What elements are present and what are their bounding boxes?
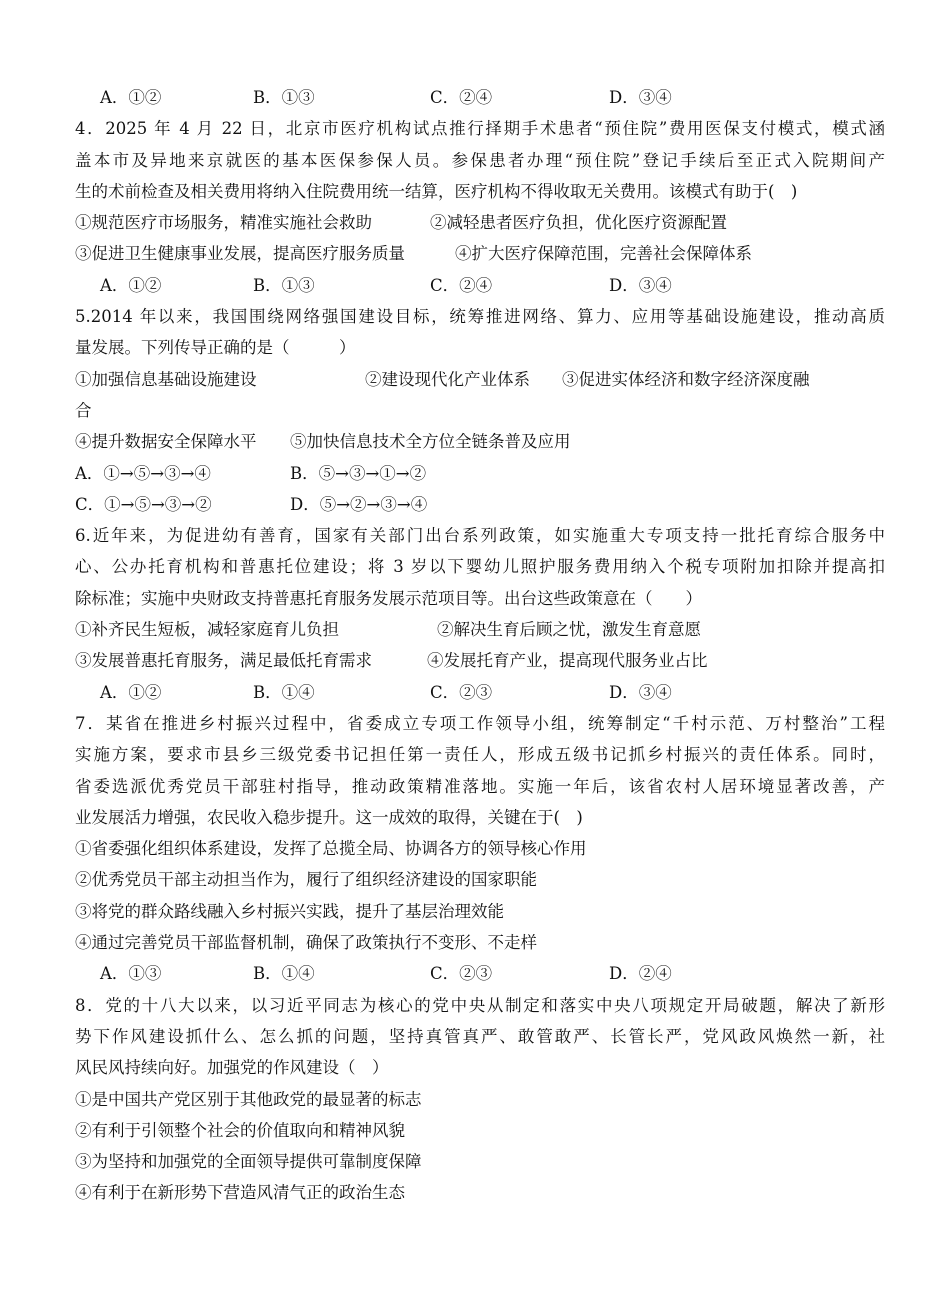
q3-option-d[interactable]: D．③④ [609,88,672,107]
q5-option-c[interactable]: C．①→⑤→③→② [75,494,212,514]
q8-item-2: ②有利于引领整个社会的价值取向和精神风貌 [75,1120,405,1140]
q3-option-c[interactable]: C．②④ [430,88,493,107]
q4-items-row [75,207,885,238]
q4-item-3: ③促进卫生健康事业发展，提高医疗服务质量 [75,244,405,264]
q5-option-a[interactable]: A．①→⑤→③→④ [75,463,211,483]
q5-items-row [75,364,885,395]
q4-items-row [75,238,885,269]
q4-item-1: ①规范医疗市场服务，精准实施社会救助 [75,213,372,233]
q3-option-a[interactable]: A．①② [100,88,162,107]
q4-options-row [75,270,885,301]
q6-option-c[interactable]: C．②③ [430,682,493,702]
q5-stem-line: 量发展。下列传导正确的是（ ） [75,338,356,358]
q5-stem-line: 5.2014 年以来，我国围绕网络强国建设目标，统筹推进网络、算力、应用等基础设施建设，推动高质 [75,307,885,327]
q6-stem-line: 除标准；实施中央财政支持普惠托育服务发展示范项目等。出台这些政策意在（ ） [75,588,702,608]
q6-stem-line: 心、公办托育机构和普惠托位建设；将 3 岁以下婴幼儿照护服务费用纳入个税专项附加扣除并提高扣 [75,557,885,577]
q6-option-a[interactable]: A．①② [100,682,162,702]
q5-item-3-continued: 合 [75,400,92,420]
q7-item-3: ③将党的群众路线融入乡村振兴实践，提升了基层治理效能 [75,901,504,921]
q6-item-4: ④发展托育产业，提高现代服务业占比 [427,651,708,671]
q8-stem-line: 风民风持续向好。加强党的作风建设（ ） [75,1058,389,1078]
q7-stem-line: 业发展活力增强，农民收入稳步提升。这一成效的取得，关键在于( ) [75,807,583,827]
q6-option-b[interactable]: B．①④ [253,682,315,702]
q4-item-4: ④扩大医疗保障范围，完善社会保障体系 [455,244,752,264]
q3-option-b[interactable]: B．①③ [253,88,315,107]
q7-item-2: ②优秀党员干部主动担当作为，履行了组织经济建设的国家职能 [75,870,537,890]
q7-stem-line: 省委选派优秀党员干部驻村指导，推动政策精准落地。实施一年后，该省农村人居环境显著改善，产 [75,776,885,796]
q5-item-3: ③促进实体经济和数字经济深度融 [562,369,810,389]
exam-page [75,82,885,1209]
q6-stem-line: 6.近年来，为促进幼有善育，国家有关部门出台系列政策，如实施重大专项支持一批托育综合服务中 [75,526,885,546]
q8-stem-line: 势下作风建设抓什么、怎么抓的问题，坚持真管真严、敢管敢严、长管长严，党风政风焕然一新，社 [75,1026,885,1046]
q4-stem-line: 盖本市及异地来京就医的基本医保参保人员。参保患者办理“预住院”登记手续后至正式入院期间产 [75,150,885,170]
q4-option-a[interactable]: A．①② [100,275,162,295]
q5-options-row [75,458,885,489]
q8-item-4: ④有利于在新形势下营造风清气正的政治生态 [75,1183,405,1203]
q5-item-5: ⑤加快信息技术全方位全链条普及应用 [290,432,571,452]
q6-item-2: ②解决生育后顾之忧，激发生育意愿 [437,620,701,640]
q4-stem-line: 4．2025 年 4 月 22 日，北京市医疗机构试点推行择期手术患者“预住院”费用医保支付模式，模式涵 [75,119,885,139]
q8-stem-line: 8．党的十八大以来，以习近平同志为核心的党中央从制定和落实中央八项规定开局破题，解决了新形 [75,995,885,1015]
q5-option-b[interactable]: B．⑤→③→①→② [290,463,427,483]
q3-options-row [75,82,885,113]
q8-item-3: ③为坚持和加强党的全面领导提供可靠制度保障 [75,1152,422,1172]
q7-option-c[interactable]: C．②③ [430,964,493,984]
q5-items-row [75,426,885,457]
q4-option-d[interactable]: D．③④ [609,275,672,295]
q7-option-a[interactable]: A．①③ [100,964,162,984]
q7-item-4: ④通过完善党员干部监督机制，确保了政策执行不变形、不走样 [75,933,537,953]
q5-item-4: ④提升数据安全保障水平 [75,432,257,452]
q6-items-row [75,614,885,645]
q4-option-b[interactable]: B．①③ [253,275,315,295]
q7-stem-line: 7．某省在推进乡村振兴过程中，省委成立专项工作领导小组，统筹制定“千村示范、万村整治”工程 [75,713,885,733]
q5-option-d[interactable]: D．⑤→②→③→④ [290,494,428,514]
q7-stem-line: 实施方案，要求市县乡三级党委书记担任第一责任人，形成五级书记抓乡村振兴的责任体系。同时， [75,745,885,765]
q4-option-c[interactable]: C．②④ [430,275,493,295]
q7-item-1: ①省委强化组织体系建设，发挥了总揽全局、协调各方的领导核心作用 [75,839,587,859]
q7-options-row [75,958,885,989]
q6-option-d[interactable]: D．③④ [609,682,672,702]
q5-options-row [75,489,885,520]
q6-items-row [75,645,885,676]
q6-options-row [75,677,885,708]
q7-option-b[interactable]: B．①④ [253,964,315,984]
q5-item-1: ①加强信息基础设施建设 [75,369,257,389]
q8-item-1: ①是中国共产党区别于其他政党的最显著的标志 [75,1089,422,1109]
q5-item-2: ②建设现代化产业体系 [365,369,530,389]
q6-item-1: ①补齐民生短板，减轻家庭育儿负担 [75,620,339,640]
q4-item-2: ②减轻患者医疗负担，优化医疗资源配置 [430,213,727,233]
q4-stem-line: 生的术前检查及相关费用将纳入住院费用统一结算，医疗机构不得收取无关费用。该模式有助于( ) [75,181,798,201]
q7-option-d[interactable]: D．②④ [609,964,672,984]
q6-item-3: ③发展普惠托育服务，满足最低托育需求 [75,651,372,671]
